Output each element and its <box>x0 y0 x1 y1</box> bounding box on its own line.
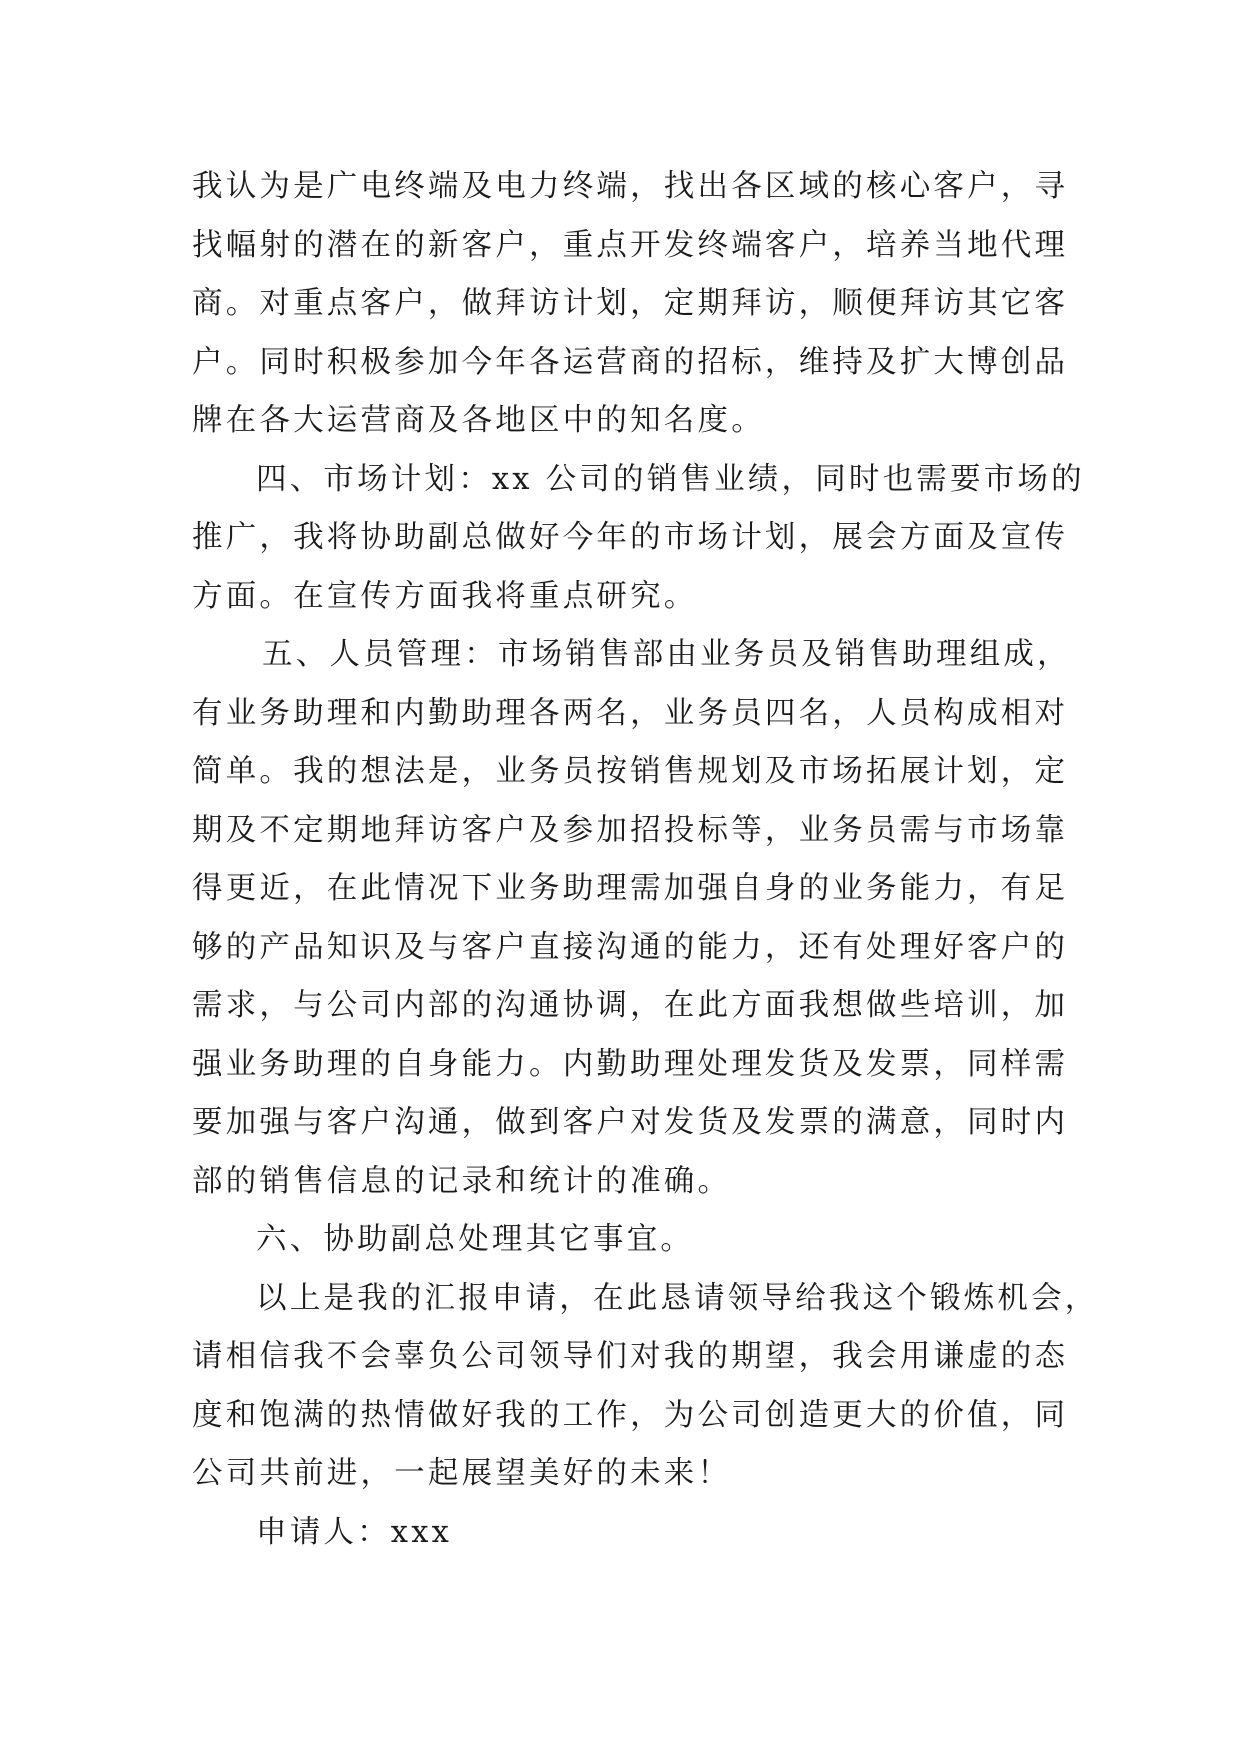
applicant-signature: 申请人：xxx <box>256 1514 453 1550</box>
text-line: 简单。我的想法是，业务员按销售规划及市场拓展计划，定 <box>192 754 1069 789</box>
text-line: 有业务助理和内勤助理各两名，业务员四名，人员构成相对 <box>192 695 1069 731</box>
text-line: 牌在各大运营商及各地区中的知名度。 <box>192 403 765 438</box>
text-line: 商。对重点客户，做拜访计划，定期拜访，顺便拜访其它客 <box>192 286 1069 321</box>
text-line: 户。同时积极参加今年各运营商的招标，维持及扩大博创品 <box>192 344 1069 380</box>
closing-paragraph: 以上是我的汇报申请，在此恳请领导给我这个锻炼机会， <box>256 1280 1099 1316</box>
text-line: 部的销售信息的记录和统计的准确。 <box>192 1163 732 1199</box>
section-heading-market-plan: 四、市场计划：xx 公司的销售业绩，同时也需要市场的 <box>256 461 1085 497</box>
text-line: 度和饱满的热情做好我的工作，为公司创造更大的价值，同 <box>192 1397 1069 1433</box>
text-line: 得更近，在此情况下业务助理需加强自身的业务能力，有足 <box>192 871 1069 906</box>
text-line: 推广，我将协助副总做好今年的市场计划，展会方面及宣传 <box>192 520 1069 555</box>
text-line: 公司共前进，一起展望美好的未来！ <box>192 1456 732 1491</box>
text-line: 我认为是广电终端及电力终端，找出各区域的核心客户，寻 <box>192 169 1069 204</box>
text-line: 找幅射的潜在的新客户，重点开发终端客户，培养当地代理 <box>192 227 1069 263</box>
section-heading-staff-management: 五、人员管理：市场销售部由业务员及销售助理组成， <box>262 637 1071 672</box>
text-line: 要加强与客户沟通，做到客户对发货及发票的满意，同时内 <box>192 1105 1069 1140</box>
text-line: 方面。在宣传方面我将重点研究。 <box>192 578 698 614</box>
text-line: 请相信我不会辜负公司领导们对我的期望，我会用谦虚的态 <box>192 1339 1069 1374</box>
document-body <box>192 158 1099 1562</box>
text-line: 期及不定期地拜访客户及参加招投标等，业务员需与市场靠 <box>192 812 1069 848</box>
text-line: 强业务助理的自身能力。内勤助理处理发货及发票，同样需 <box>192 1046 1069 1082</box>
text-line: 需求，与公司内部的沟通协调，在此方面我想做些培训，加 <box>192 988 1069 1023</box>
section-heading-other-matters: 六、协助副总处理其它事宜。 <box>256 1222 695 1257</box>
text-line: 够的产品知识及与客户直接沟通的能力，还有处理好客户的 <box>192 929 1069 965</box>
